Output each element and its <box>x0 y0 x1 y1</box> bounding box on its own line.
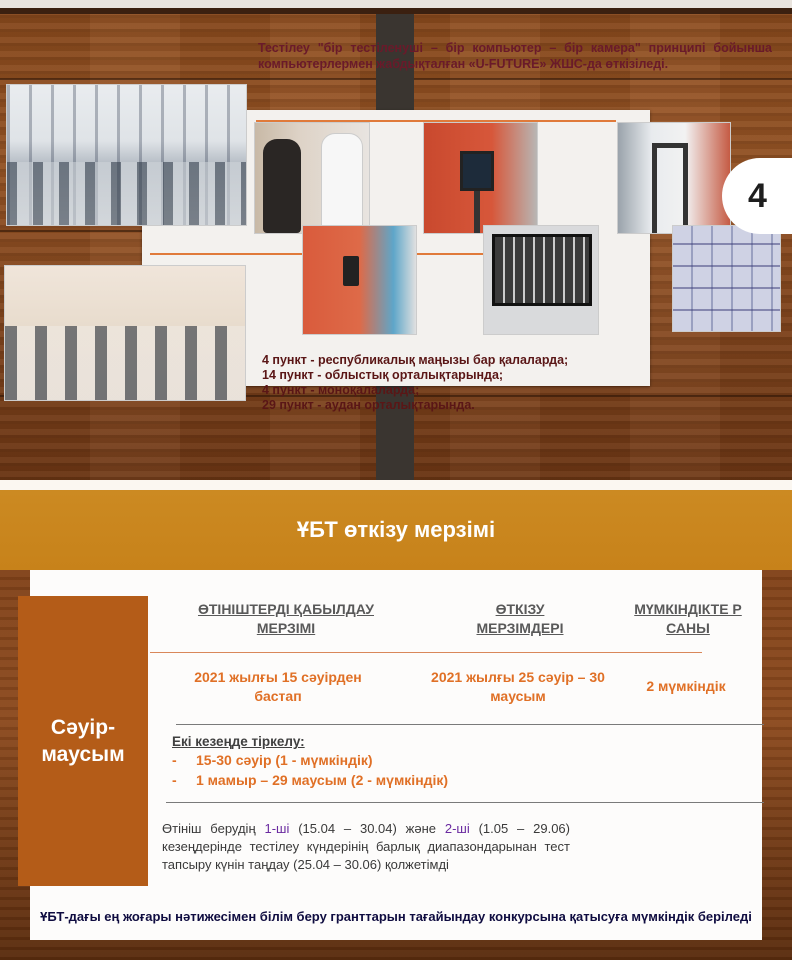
list-dash: - <box>172 752 177 768</box>
applications-header: ӨТІНІШТЕРДІ ҚАБЫЛДАУ МЕРЗІМІ <box>197 601 374 636</box>
list-dash: - <box>172 772 177 788</box>
note-highlight: 2-ші <box>444 821 470 836</box>
testing-value: 2021 жылғы 25 сәуір – 30 маусым <box>431 669 605 704</box>
points-list <box>262 353 662 413</box>
camera-monitor-photo <box>483 225 599 335</box>
point-item: 29 пункт - аудан орталықтарында. <box>262 398 475 412</box>
attempts-value: 2 мүмкіндік <box>646 678 726 694</box>
hand-sanitizer-photo <box>302 225 417 335</box>
slide-ubt-schedule <box>0 480 792 960</box>
intro-text: Тестілеу "бір тестіленуші – бір компьютер – бір камера" принципі бойынша компьютерлермен жабдықталған «U-FUTURE» ЖШС-да өткізіледі. <box>258 41 772 71</box>
exam-room-photo <box>4 265 246 401</box>
point-item: 4 пункт - моноқалаларда; <box>262 383 420 397</box>
thermal-kiosk-photo <box>423 122 538 234</box>
attempts-header: МҮМКІНДІКТЕ Р САНЫ <box>634 601 742 636</box>
schedule-title-bar <box>0 490 792 570</box>
temperature-check-photo <box>254 122 370 234</box>
header-divider <box>150 652 702 653</box>
footer-text: ҰБТ-дағы ең жоғары нәтижесімен білім беру гранттарын тағайындау конкурсына қатысуға мүмкіндік беріледі <box>40 909 752 924</box>
period-label: Сәуір-маусым <box>41 716 125 766</box>
point-item: 14 пункт - облыстық орталықтарында; <box>262 368 504 382</box>
exam-hall-photo <box>6 84 247 226</box>
top-border <box>0 0 792 8</box>
registration-item <box>172 752 373 768</box>
period-card <box>18 596 148 886</box>
point-item: 4 пункт - республикалық маңызы бар қалаларда; <box>262 353 569 367</box>
row-divider <box>166 802 764 803</box>
metal-detector-photo <box>617 122 731 234</box>
lockers-photo <box>672 225 781 332</box>
application-note <box>162 820 570 874</box>
slide-gap <box>0 480 792 490</box>
note-highlight: 1-ші <box>264 821 290 836</box>
note-text: Өтініш берудің <box>162 821 265 836</box>
testing-header: ӨТКІЗУ МЕРЗІМДЕРІ <box>476 601 564 636</box>
slide-number-badge: 4 <box>722 158 792 234</box>
registration-item-text: 15-30 сәуір (1 - мүмкіндік) <box>196 752 373 768</box>
applications-value: 2021 жылғы 15 сәуірден бастап <box>194 669 362 704</box>
registration-item <box>172 772 448 788</box>
schedule-title: ҰБТ өткізу мерзімі <box>296 517 496 542</box>
note-text: (15.04 – 30.04) және <box>289 821 445 836</box>
row-divider <box>176 724 764 725</box>
note-text: (1.05 – 29.06) кезеңдерінде тестілеу күндерінің барлық диапазондарынан тест тапсыру күнін таңдау (25.04 – 30.06) қолжетімді <box>162 821 570 872</box>
registration-title: Екі кезеңде тіркелу: <box>172 734 305 749</box>
registration-item-text: 1 мамыр – 29 маусым (2 - мүмкіндік) <box>196 772 449 788</box>
